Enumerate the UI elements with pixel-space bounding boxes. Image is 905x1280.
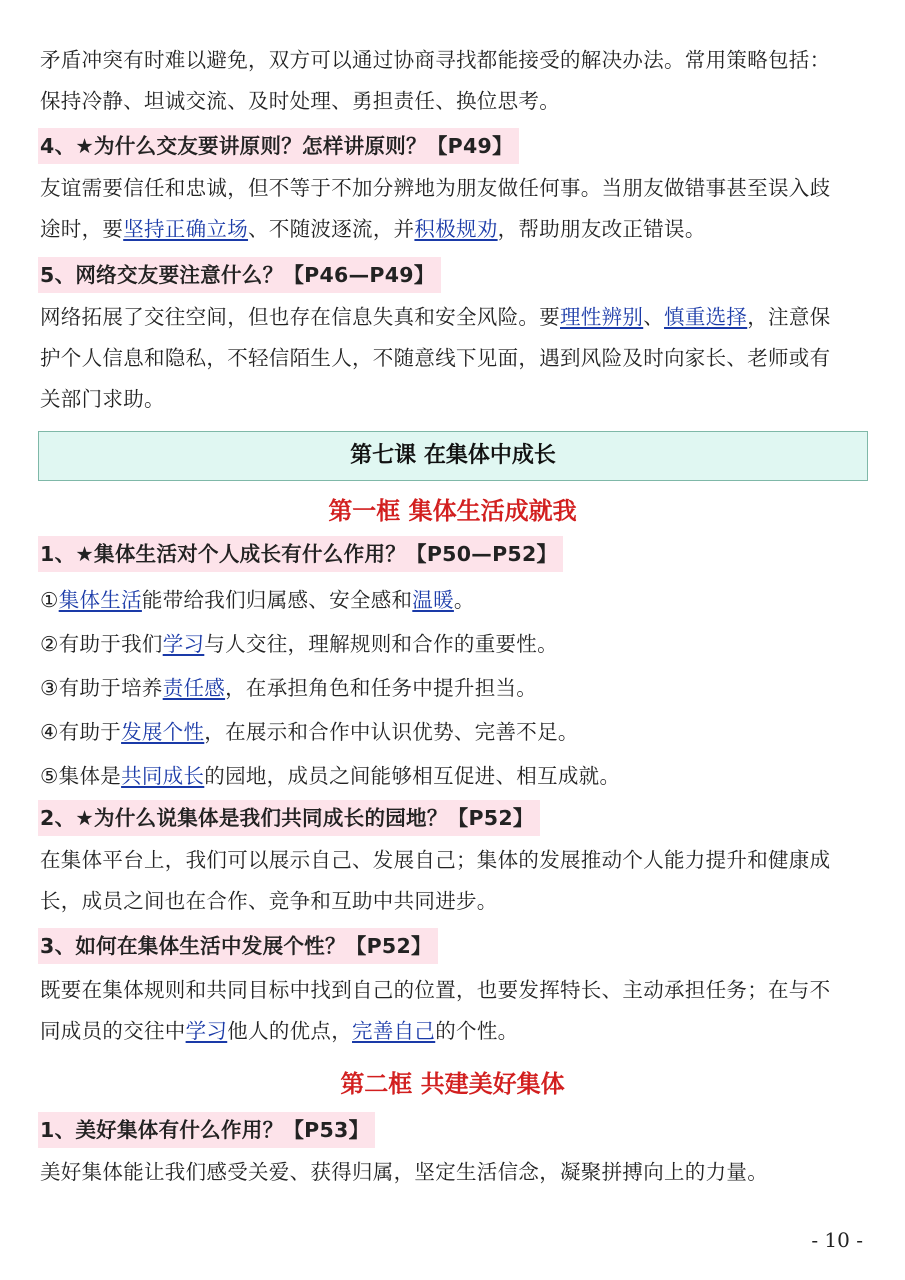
page-number: - 10 -	[811, 1228, 863, 1252]
text-line	[40, 1011, 870, 1052]
text-line: 既要在集体规则和共同目标中找到自己的位置，也要发挥特长、主动承担任务；在与不	[40, 978, 831, 1002]
text-run: ，帮助朋友改正错误。	[497, 217, 706, 241]
frame-title: 第二框 共建美好集体	[340, 1070, 565, 1098]
text-run: 能带给我们归属感、安全感和	[141, 588, 413, 612]
list-item	[40, 710, 870, 754]
keyword: 责任感	[162, 676, 226, 700]
question-heading: 4、★为什么交友要讲原则？怎样讲原则？【P49】	[38, 128, 519, 164]
text-run: 途时，要	[40, 217, 124, 241]
text-run: 他人的优点，	[227, 1019, 353, 1043]
keyword: 理性辨别	[560, 305, 644, 329]
text-line: 矛盾冲突有时难以避免，双方可以通过协商寻找都能接受的解决办法。常用策略包括：	[40, 48, 831, 72]
text-line: 关部门求助。	[40, 387, 165, 411]
frame1-question-2	[40, 800, 870, 836]
keyword: 学习	[162, 632, 205, 656]
list-item	[40, 578, 870, 622]
question-heading: 3、如何在集体生活中发展个性？【P52】	[38, 928, 438, 964]
frame1-question-3-answer	[40, 970, 870, 1052]
text-run: ③有助于培养	[40, 676, 163, 700]
text-run: ①	[40, 588, 59, 612]
question-heading: 1、美好集体有什么作用？【P53】	[38, 1112, 375, 1148]
keyword: 集体生活	[58, 588, 142, 612]
frame1-question-2-answer	[40, 840, 870, 922]
text-line: 美好集体能让我们感受关爱、获得归属，坚定生活信念，凝聚拼搏向上的力量。	[40, 1160, 768, 1184]
frame1-question-3	[40, 928, 870, 964]
text-line: 保持冷静、坦诚交流、及时处理、勇担责任、换位思考。	[40, 89, 560, 113]
question-heading: 1、★集体生活对个人成长有什么作用？【P50—P52】	[38, 536, 563, 572]
section-5-answer	[40, 297, 870, 420]
text-line: 在集体平台上，我们可以展示自己、发展自己；集体的发展推动个人能力提升和健康成	[40, 848, 831, 872]
frame1-question-1	[40, 536, 870, 572]
keyword: 学习	[185, 1019, 228, 1043]
keyword: 坚持正确立场	[123, 217, 249, 241]
list-item	[40, 622, 870, 666]
section-5	[40, 257, 870, 293]
section-4	[40, 128, 870, 164]
keyword: 积极规劝	[414, 217, 498, 241]
text-run: 网络拓展了交往空间，但也存在信息失真和安全风险。要	[40, 305, 560, 329]
text-line: 护个人信息和隐私，不轻信陌生人，不随意线下见面，遇到风险及时向家长、老师或有	[40, 346, 831, 370]
text-line	[40, 209, 870, 250]
text-run: ，注意保	[747, 305, 831, 329]
keyword: 温暖	[412, 588, 454, 612]
lesson-title: 第七课 在集体中成长	[38, 431, 868, 481]
text-run: 、	[643, 305, 665, 329]
list-item	[40, 666, 870, 710]
text-run: ④有助于	[40, 720, 122, 744]
keyword: 慎重选择	[664, 305, 748, 329]
keyword: 发展个性	[121, 720, 205, 744]
text-line: 长，成员之间也在合作、竞争和互助中共同进步。	[40, 889, 498, 913]
text-run: 的个性。	[435, 1019, 519, 1043]
frame2-question-1-answer	[40, 1152, 870, 1193]
question-heading: 2、★为什么说集体是我们共同成长的园地？【P52】	[38, 800, 540, 836]
keyword: 共同成长	[121, 764, 205, 788]
list-item	[40, 754, 870, 798]
text-run: 同成员的交往中	[40, 1019, 186, 1043]
frame1-question-1-answer	[40, 578, 870, 798]
text-run: 、不随波逐流，并	[248, 217, 415, 241]
section-4-answer	[40, 168, 870, 250]
keyword: 完善自己	[352, 1019, 436, 1043]
frame-title: 第一框 集体生活成就我	[328, 497, 577, 525]
text-run: ②有助于我们	[40, 632, 163, 656]
text-run: 。	[453, 588, 475, 612]
text-run: 的园地，成员之间能够相互促进、相互成就。	[204, 764, 621, 788]
intro-paragraph	[40, 40, 870, 122]
frame2-question-1	[40, 1112, 870, 1148]
text-run: ，在展示和合作中认识优势、完善不足。	[204, 720, 579, 744]
text-line	[40, 297, 870, 338]
question-heading: 5、网络交友要注意什么？【P46—P49】	[38, 257, 441, 293]
text-run: ⑤集体是	[40, 764, 122, 788]
text-run: ，在承担角色和任务中提升担当。	[225, 676, 538, 700]
text-run: 与人交往，理解规则和合作的重要性。	[204, 632, 558, 656]
text-line: 友谊需要信任和忠诚，但不等于不加分辨地为朋友做任何事。当朋友做错事甚至误入歧	[40, 176, 831, 200]
